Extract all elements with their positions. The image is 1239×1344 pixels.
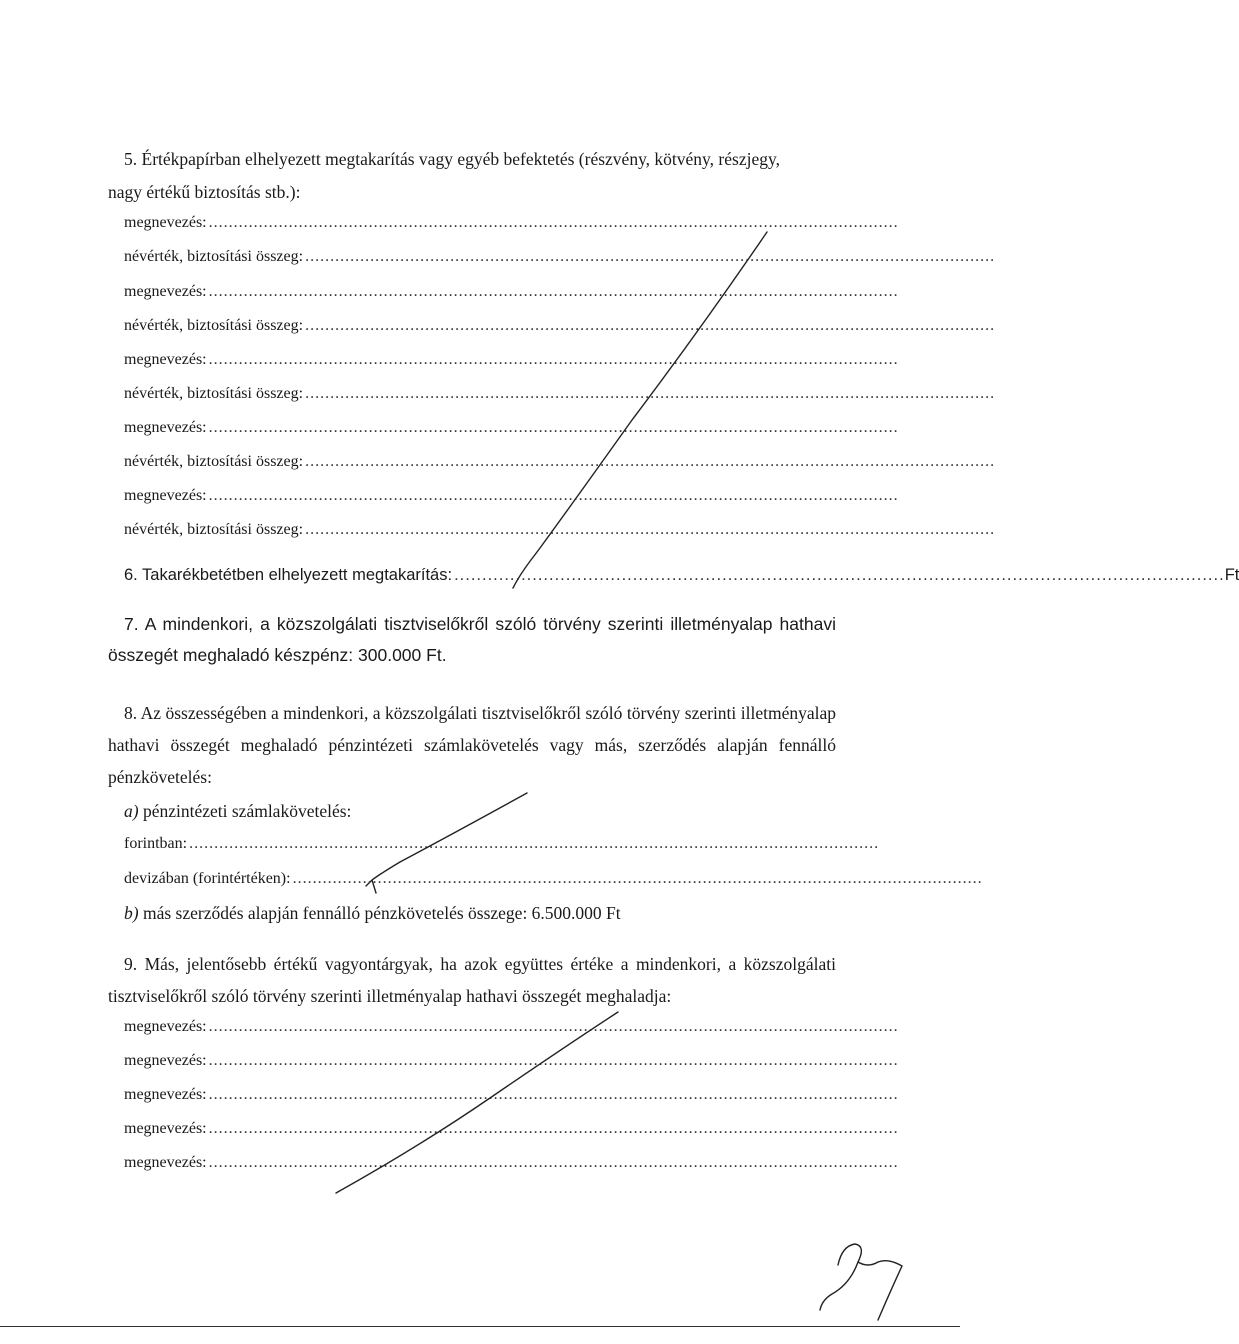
- section5-value-field-3: [124, 385, 996, 403]
- section5-value-field-5: [124, 521, 996, 539]
- name-label: megnevezés:: [124, 1154, 207, 1171]
- a-marker: a): [124, 801, 139, 821]
- dot-leader: ..........................................................................................................................................: [208, 1086, 899, 1103]
- section8-text: 8. Az összességében a mindenkori, a közszolgálati tisztviselőkről szóló törvény szerinti illetményalap hathavi összegét meghaladó pénzintézeti számlakövetelés vagy más, szerződés alapján fennálló pénzkövetelés:: [108, 703, 836, 787]
- section9-name-field-2: [124, 1052, 899, 1070]
- section5-value-field-2: [124, 317, 996, 335]
- dot-leader: ..........................................................................................................................................: [208, 283, 899, 300]
- dot-leader: ..........................................................................................................................................: [208, 419, 899, 436]
- section5-name-field-4: [124, 419, 899, 437]
- section9-name-field-3: [124, 1086, 899, 1104]
- deviza-label: devizában (forintértéken):: [124, 870, 291, 887]
- dot-leader: ..........................................................................................................................................: [189, 835, 880, 852]
- section5-heading-line2: nagy értékű biztosítás stb.):: [108, 182, 301, 202]
- dot-leader: ..........................................................................................................................................: [454, 566, 1225, 584]
- dot-leader: ..........................................................................................................................................: [208, 487, 899, 504]
- value-label: névérték, biztosítási összeg:: [124, 453, 304, 470]
- section5-name-field-5: [124, 487, 899, 505]
- section7-paragraph: [108, 609, 836, 671]
- dot-leader: ..........................................................................................................................................: [305, 453, 996, 470]
- section8-b-line: [124, 902, 621, 924]
- dot-leader: ..........................................................................................................................................: [292, 870, 983, 887]
- section5-heading-line1: 5. Értékpapírban elhelyezett megtakarítás vagy egyéb befektetés (részvény, kötvény, részjegy,: [124, 149, 780, 169]
- section9-text: 9. Más, jelentősebb értékű vagyontárgyak, ha azok együttes értéke a mindenkori, a közszolgálati tisztviselőkről szóló törvény szerinti illetményalap hathavi összegét meghaladja:: [108, 954, 836, 1006]
- name-label: megnevezés:: [124, 283, 207, 300]
- dot-leader: ..........................................................................................................................................: [305, 248, 996, 265]
- value-label: névérték, biztosítási összeg:: [124, 521, 304, 538]
- section9-name-field-5: [124, 1154, 899, 1172]
- section8-forint-field: [124, 835, 880, 853]
- section5-value-field-4: [124, 453, 996, 471]
- dot-leader: ..........................................................................................................................................: [208, 1052, 899, 1069]
- b-marker: b): [124, 903, 139, 923]
- section8-deviza-field: [124, 870, 983, 888]
- section5-name-field-2: [124, 283, 899, 301]
- section6-savings-field: [124, 566, 1239, 585]
- b-label: más szerződés alapján fennálló pénzkövetelés összege: 6.500.000 Ft: [142, 903, 621, 923]
- dot-leader: ..........................................................................................................................................: [305, 521, 996, 538]
- dot-leader: ..........................................................................................................................................: [208, 214, 899, 231]
- section8-paragraph: [108, 697, 836, 793]
- forint-label: forintban:: [124, 835, 188, 852]
- name-label: megnevezés:: [124, 487, 207, 504]
- savings-label: 6. Takarékbetétben elhelyezett megtakarítás:: [124, 566, 453, 584]
- section7-text: 7. A mindenkori, a közszolgálati tisztviselőkről szóló törvény szerinti illetményalap hathavi összegét meghaladó készpénz: 300.000 Ft.: [108, 614, 836, 665]
- signature-mark: [820, 1244, 902, 1320]
- section9-name-field-1: [124, 1018, 899, 1036]
- value-label: névérték, biztosítási összeg:: [124, 317, 304, 334]
- name-label: megnevezés:: [124, 351, 207, 368]
- name-label: megnevezés:: [124, 419, 207, 436]
- dot-leader: ..........................................................................................................................................: [305, 317, 996, 334]
- name-label: megnevezés:: [124, 1086, 207, 1103]
- section5-name-field-1: [124, 214, 899, 232]
- a-label: pénzintézeti számlakövetelés:: [142, 801, 352, 821]
- value-label: névérték, biztosítási összeg:: [124, 248, 304, 265]
- value-label: névérték, biztosítási összeg:: [124, 385, 304, 402]
- currency-unit: Ft: [1224, 566, 1239, 584]
- name-label: megnevezés:: [124, 1120, 207, 1137]
- section5-name-field-3: [124, 351, 899, 369]
- section5-value-field-1: [124, 248, 996, 266]
- section9-paragraph: [108, 948, 836, 1012]
- dot-leader: ..........................................................................................................................................: [305, 385, 996, 402]
- bottom-edge-rule: [0, 1326, 960, 1327]
- name-label: megnevezés:: [124, 1052, 207, 1069]
- section8-a-heading: [124, 800, 351, 822]
- name-label: megnevezés:: [124, 1018, 207, 1035]
- dot-leader: ..........................................................................................................................................: [208, 1154, 899, 1171]
- section9-name-field-4: [124, 1120, 899, 1138]
- dot-leader: ..........................................................................................................................................: [208, 1120, 899, 1137]
- name-label: megnevezés:: [124, 214, 207, 231]
- dot-leader: ..........................................................................................................................................: [208, 1018, 899, 1035]
- dot-leader: ..........................................................................................................................................: [208, 351, 899, 368]
